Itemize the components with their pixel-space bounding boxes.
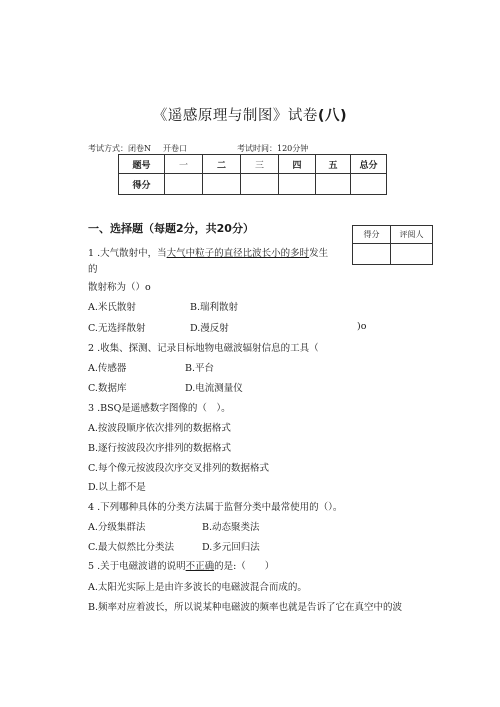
q1-stem-cont: 的 <box>88 264 98 275</box>
q4-option-d: D.多元回归法 <box>202 542 260 553</box>
score-table-row1-label: 题号 <box>119 155 165 174</box>
q3-stem: 3 .BSQ是遥感数字图像的（ ）。 <box>88 403 231 414</box>
q1-option-d: D.漫反射 <box>190 323 229 334</box>
grader-reviewer-cell <box>391 244 433 265</box>
q5-underlined: 不正确 <box>185 561 215 572</box>
score-table-row2-label: 得分 <box>119 174 165 195</box>
q2-option-c: C.数据库 <box>88 383 127 394</box>
score-cell <box>165 174 203 195</box>
score-cell <box>316 174 351 195</box>
score-cell <box>279 174 316 195</box>
grader-score-cell <box>353 244 391 265</box>
q4-option-b: B.动态聚类法 <box>202 522 260 533</box>
q3-option-d: D.以上都不是 <box>88 482 146 493</box>
score-table-score-row <box>119 174 387 195</box>
q1-stem-2: 散射称为（）o <box>88 282 151 293</box>
score-col-1: 一 <box>165 155 203 174</box>
exam-open-option: 开卷口 <box>163 144 187 153</box>
score-table-header-row <box>119 155 387 174</box>
grader-reviewer-label: 评阅人 <box>391 226 433 244</box>
score-cell <box>241 174 279 195</box>
q5-stem: 5 .关于电磁波谱的说明不正确的是:（ ） <box>88 561 275 572</box>
grader-box <box>352 225 433 265</box>
q1-option-c: C.无选择散射 <box>88 323 146 334</box>
q2-stem: 2 .收集、探测、记录目标地物电磁波辐射信息的工具（ <box>88 343 319 354</box>
q3-option-b: B.逐行按波段次序排列的数据格式 <box>88 443 232 454</box>
q1-underlined: 大气中粒子的直径比波长小的多时 <box>166 248 310 259</box>
score-col-5: 五 <box>316 155 351 174</box>
q2-option-b: B.平台 <box>185 363 215 374</box>
grader-score-label: 得分 <box>353 226 391 244</box>
exam-method: 考试方式：闭卷N <box>88 144 151 153</box>
q4-option-a: A.分级集群法 <box>88 522 146 533</box>
score-col-2: 二 <box>203 155 241 174</box>
exam-title <box>0 104 500 125</box>
q2-option-a: A.传感器 <box>88 363 127 374</box>
q2-option-d: D.电流测量仪 <box>185 383 243 394</box>
exam-time: 考试时间：120分钟 <box>237 144 309 153</box>
score-col-3: 三 <box>241 155 279 174</box>
q1-option-b: B.瑞利散射 <box>190 302 239 313</box>
q3-option-a: A.按波段顺序依次排列的数据格式 <box>88 423 231 434</box>
score-cell <box>351 174 387 195</box>
exam-title-part: (八) <box>317 108 348 124</box>
exam-title-main: 《遥感原理与制图》试卷 <box>152 108 318 124</box>
section-title: 一、选择题（每题2分，共20分） <box>88 222 254 235</box>
q4-stem: 4 .下列哪种具体的分类方法属于监督分类中最常使用的（）。 <box>88 502 343 513</box>
q1-stem: 1 .大气散射中，当大气中粒子的直径比波长小的多时发生 <box>88 248 329 259</box>
score-table <box>118 154 387 195</box>
q1-mark: )o <box>357 321 367 332</box>
q5-option-a: A.太阳光实际上是由许多波长的电磁波混合而成的。 <box>88 582 307 593</box>
score-col-4: 四 <box>279 155 316 174</box>
score-cell <box>203 174 241 195</box>
q4-option-c: C.最大似然比分类法 <box>88 542 174 553</box>
q3-option-c: C.每个像元按波段次序交叉排列的数据格式 <box>88 463 269 474</box>
score-col-total: 总分 <box>351 155 387 174</box>
q5-option-b: B.频率对应着波长，所以说某种电磁波的频率也就是告诉了它在真空中的波 <box>88 602 403 613</box>
q1-option-a: A.米氏散射 <box>88 302 136 313</box>
